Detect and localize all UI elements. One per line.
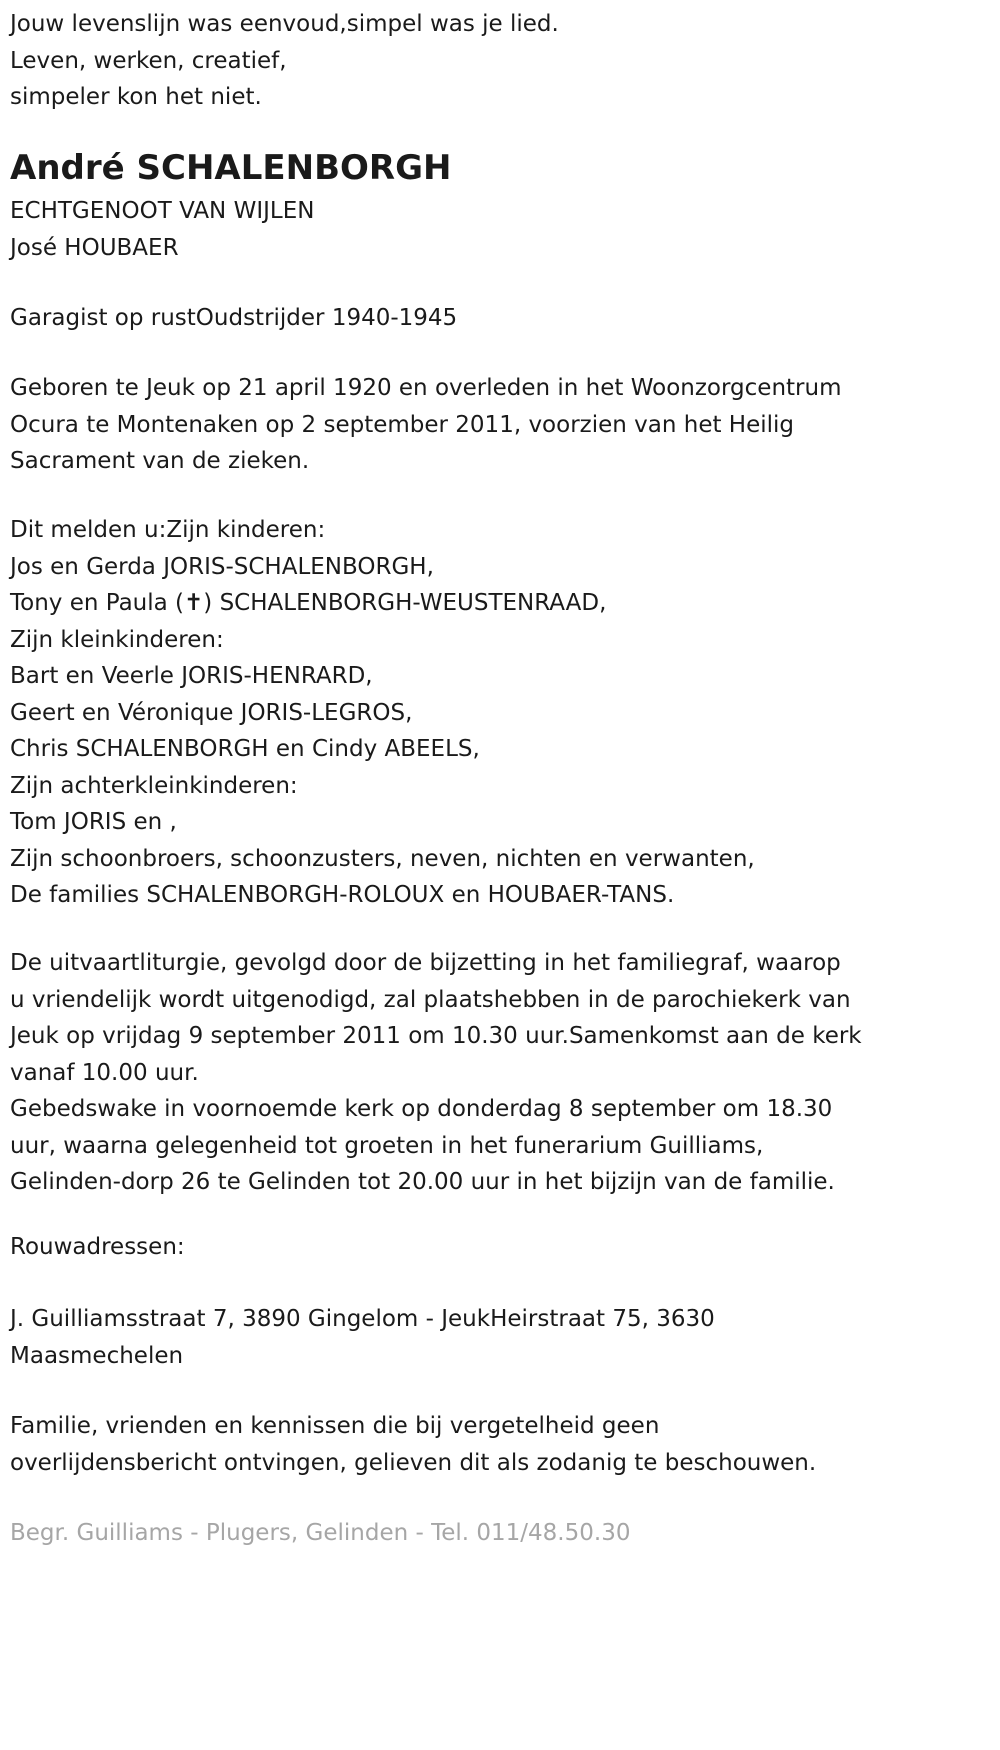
poem-line: Leven, werken, creatief, — [10, 47, 287, 74]
birth-death-line: Sacrament van de zieken. — [10, 448, 310, 474]
occupation — [10, 300, 457, 337]
family-line: Dit melden u:Zijn kinderen: — [10, 517, 326, 543]
ceremony-section — [10, 945, 862, 1201]
family-line: Bart en Veerle JORIS-HENRARD, — [10, 663, 373, 689]
footer-text: Begr. Guilliams - Plugers, Gelinden - Tel. 011/48.50.30 — [10, 1520, 631, 1546]
ceremony-line: Gelinden-dorp 26 te Gelinden tot 20.00 uur in het bijzijn van de familie. — [10, 1169, 835, 1195]
condolence-addresses — [10, 1301, 715, 1374]
notice-section — [10, 1408, 816, 1481]
birth-death-section — [10, 370, 841, 480]
family-line: Jos en Gerda JORIS-SCHALENBORGH, — [10, 553, 434, 580]
birth-death-line: Ocura te Montenaken op 2 september 2011, voorzien van het Heilig — [10, 411, 795, 438]
condolence-label — [10, 1229, 185, 1266]
condolence-label-text: Rouwadressen: — [10, 1234, 185, 1260]
deceased-name: André SCHALENBORGH — [10, 148, 452, 188]
spouse-name: José HOUBAER — [10, 234, 179, 261]
family-line: De families SCHALENBORGH-ROLOUX en HOUBAER-TANS. — [10, 882, 675, 908]
ceremony-line: uur, waarna gelegenheid tot groeten in het funerarium Guilliams, — [10, 1132, 764, 1159]
family-section — [10, 512, 755, 914]
family-line: Tom JORIS en , — [10, 809, 177, 835]
poem — [10, 6, 559, 116]
ceremony-line: u vriendelijk wordt uitgenodigd, zal plaatshebben in de parochiekerk van — [10, 986, 851, 1013]
family-line: Zijn schoonbroers, schoonzusters, neven, nichten en verwanten, — [10, 845, 755, 872]
poem-line: Jouw levenslijn was eenvoud,simpel was je lied. — [10, 11, 559, 37]
address-line: Maasmechelen — [10, 1342, 184, 1369]
ceremony-line: Jeuk op vrijdag 9 september 2011 om 10.30 uur.Samenkomst aan de kerk — [10, 1023, 862, 1049]
family-line: Tony en Paula (✝) SCHALENBORGH-WEUSTENRAAD, — [10, 590, 607, 616]
family-line: Chris SCHALENBORGH en Cindy ABEELS, — [10, 736, 480, 762]
ceremony-line: vanaf 10.00 uur. — [10, 1059, 199, 1086]
family-line: Zijn kleinkinderen: — [10, 626, 224, 653]
birth-death-line: Geboren te Jeuk op 21 april 1920 en overleden in het Woonzorgcentrum — [10, 375, 842, 401]
spouse-info — [10, 193, 314, 266]
ceremony-line: Gebedswake in voornoemde kerk op donderdag 8 september om 18.30 — [10, 1096, 833, 1122]
ceremony-line: De uitvaartliturgie, gevolgd door de bijzetting in het familiegraf, waarop — [10, 950, 841, 976]
spouse-title: ECHTGENOOT VAN WIJLEN — [10, 198, 315, 224]
notice-line: overlijdensbericht ontvingen, gelieven dit als zodanig te beschouwen. — [10, 1449, 817, 1476]
poem-line: simpeler kon het niet. — [10, 84, 262, 110]
address-line: J. Guilliamsstraat 7, 3890 Gingelom - JeukHeirstraat 75, 3630 — [10, 1306, 715, 1332]
family-line: Zijn achterkleinkinderen: — [10, 772, 298, 799]
family-line: Geert en Véronique JORIS-LEGROS, — [10, 699, 413, 726]
occupation-text: Garagist op rustOudstrijder 1940-1945 — [10, 305, 458, 331]
notice-line: Familie, vrienden en kennissen die bij vergetelheid geen — [10, 1413, 660, 1439]
funeral-home-footer — [10, 1515, 630, 1552]
